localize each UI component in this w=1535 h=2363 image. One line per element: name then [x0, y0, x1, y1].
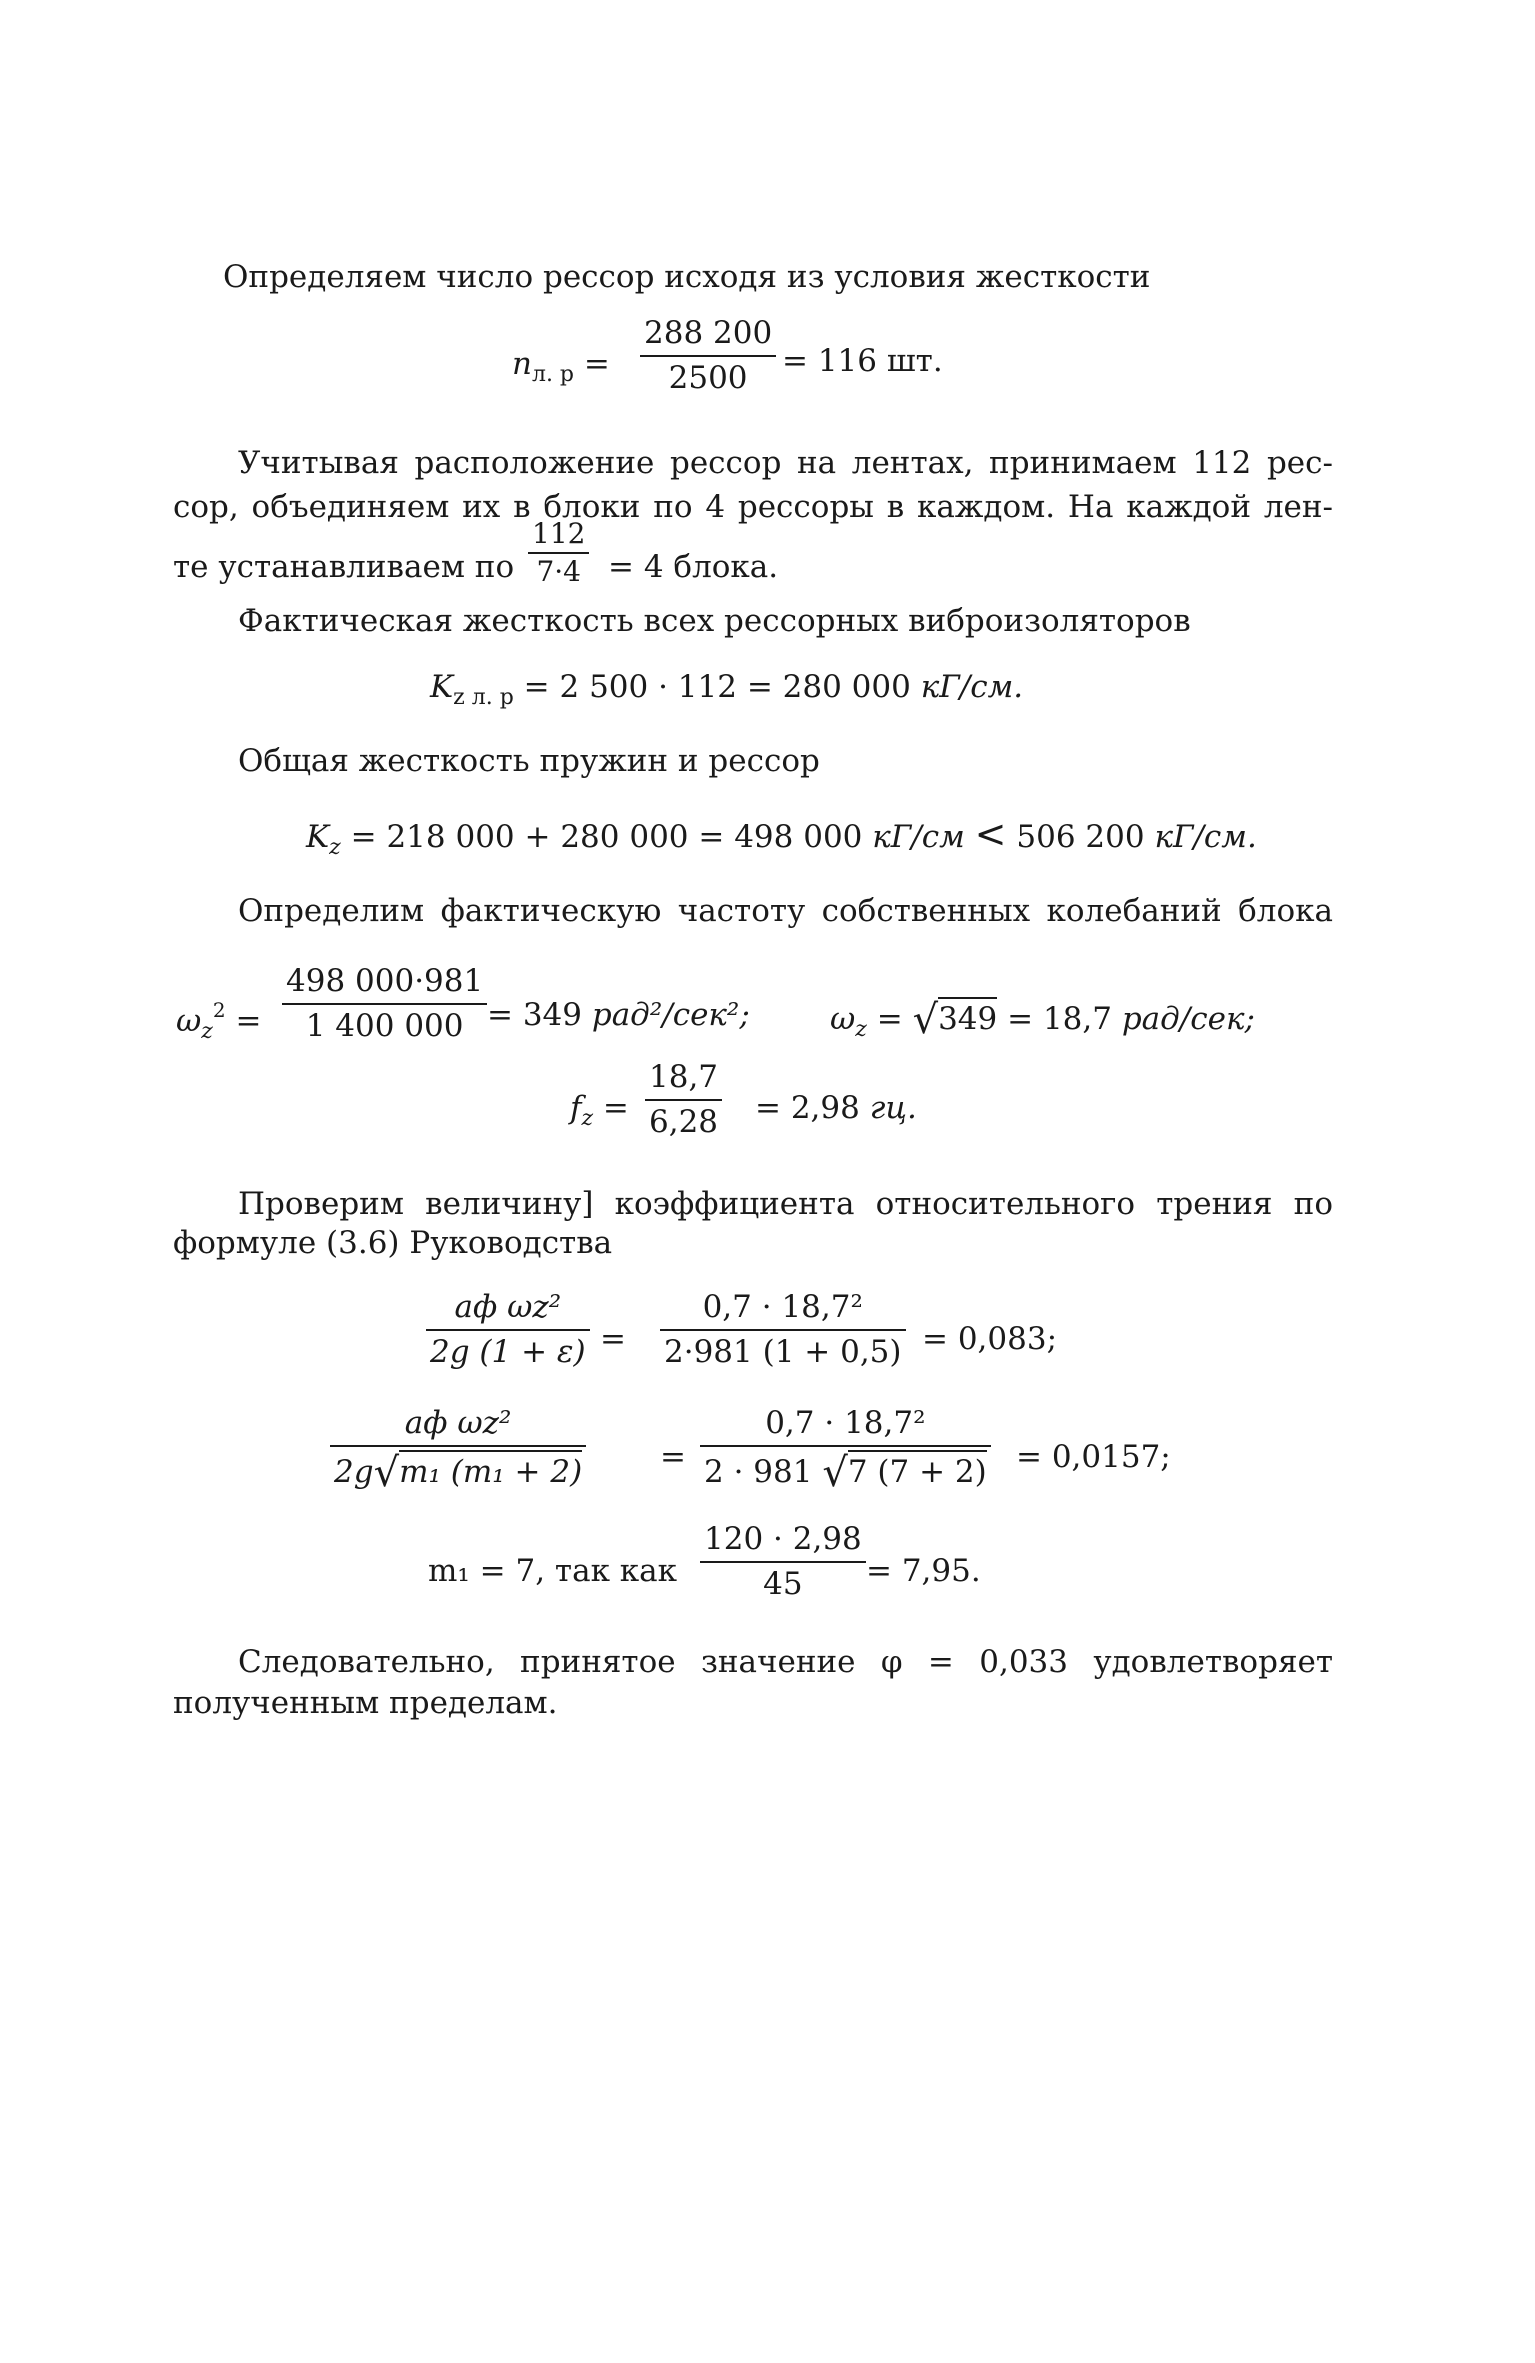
paragraph-conclusion-line2: полученным пределам. [173, 1685, 558, 1721]
eq6-right-denominator: 2·981 (1 + 0,5) [664, 1334, 902, 1370]
paragraph-layout-line1: Учитывая расположение рессор на лентах, принимаем 112 рес- [238, 445, 1333, 481]
paragraph-layout-line2: сор, объединяем их в блоки по 4 рессоры в каждом. На каждой лен- [173, 489, 1333, 525]
eq1-lhs: $n_{л. р}$ = [512, 346, 610, 387]
eq4-result: = 349 рад²/сек²; [487, 997, 750, 1033]
blocks-numerator: 112 [532, 517, 586, 550]
paragraph-actual-stiffness: Фактическая жесткость всех рессорных виброизоляторов [238, 603, 1191, 639]
paragraph-check-line1: Проверим величину] коэффициента относительного трения по [238, 1186, 1333, 1222]
eq7-equals: = [660, 1439, 686, 1475]
eq8-fraction [700, 1521, 866, 1602]
eq4-lhs: $\omega_z^2$ = [176, 998, 262, 1044]
eq4-denominator: 1 400 000 [305, 1008, 464, 1044]
eq6-right-fraction [660, 1289, 906, 1370]
paragraph-conclusion-line1: Следовательно, принятое значение φ = 0,033 удовлетворяет [238, 1644, 1333, 1680]
eq7-right-numerator: 0,7 · 18,7² [765, 1405, 926, 1441]
eq8-lhs: m₁ = 7, так как [428, 1553, 678, 1589]
eq6-left-denominator: 2g (1 + ε) [430, 1334, 586, 1370]
eq6-equals: = [600, 1321, 626, 1357]
eq7-right-fraction [700, 1405, 991, 1496]
eq5-denominator: 6,28 [649, 1104, 719, 1140]
eq7-result: = 0,0157; [1016, 1439, 1171, 1475]
paragraph-layout-fraction [528, 517, 589, 588]
eq3: $K_z = 218$ 000 + 280 000 = 498 000 кГ/см < 506 200 кГ/см. [306, 812, 1257, 860]
eq7-left-numerator: aф ωz² [404, 1405, 512, 1441]
eq8-denominator: 45 [763, 1566, 803, 1602]
eq4-omega: $\omega_z = √349 = 18,7$ рад/сек; [830, 997, 1255, 1043]
paragraph-natural-frequency: Определим фактическую частоту собственных колебаний блока [238, 893, 1333, 929]
eq8-numerator: 120 · 2,98 [704, 1521, 862, 1557]
eq5-lhs: $f_z$ = [570, 1090, 629, 1131]
eq5-fraction [645, 1059, 722, 1140]
eq7-left-fraction [330, 1405, 586, 1496]
eq7-left-denominator: 2g√m₁ (m₁ + 2) [334, 1450, 583, 1496]
eq5-result: = 2,98 гц. [755, 1090, 917, 1126]
eq1-denominator: 2500 [668, 360, 748, 396]
eq4-numerator: 498 000·981 [286, 963, 484, 999]
eq1-fraction [640, 315, 776, 396]
eq6-left-fraction [426, 1289, 590, 1370]
eq8-result: = 7,95. [866, 1553, 981, 1589]
eq4-fraction [282, 963, 487, 1044]
eq2: $K_{z л. р} = 2$ 500 · 112 = 280 000 кГ/см. [430, 669, 1024, 710]
eq1-numerator: 288 200 [644, 315, 773, 351]
eq7-right-denominator: 2 · 981 √7 (7 + 2) [704, 1450, 987, 1496]
paragraph-spring-count: Определяем число рессор исходя из условия жесткости [223, 259, 1151, 295]
eq5-numerator: 18,7 [649, 1059, 719, 1095]
paragraph-check-line2: формуле (3.6) Руководства [173, 1225, 613, 1261]
eq6-right-numerator: 0,7 · 18,7² [702, 1289, 863, 1325]
eq6-left-numerator: aф ωz² [454, 1289, 562, 1325]
blocks-denominator: 7·4 [536, 555, 581, 588]
eq6-result: = 0,083; [922, 1321, 1058, 1357]
paragraph-layout-line3-post: = 4 блока. [608, 549, 779, 585]
paragraph-layout-line3-pre: те устанавливаем по [173, 549, 515, 585]
paragraph-total-stiffness: Общая жесткость пружин и рессор [238, 743, 820, 779]
eq1-result: = 116 шт. [782, 343, 943, 379]
